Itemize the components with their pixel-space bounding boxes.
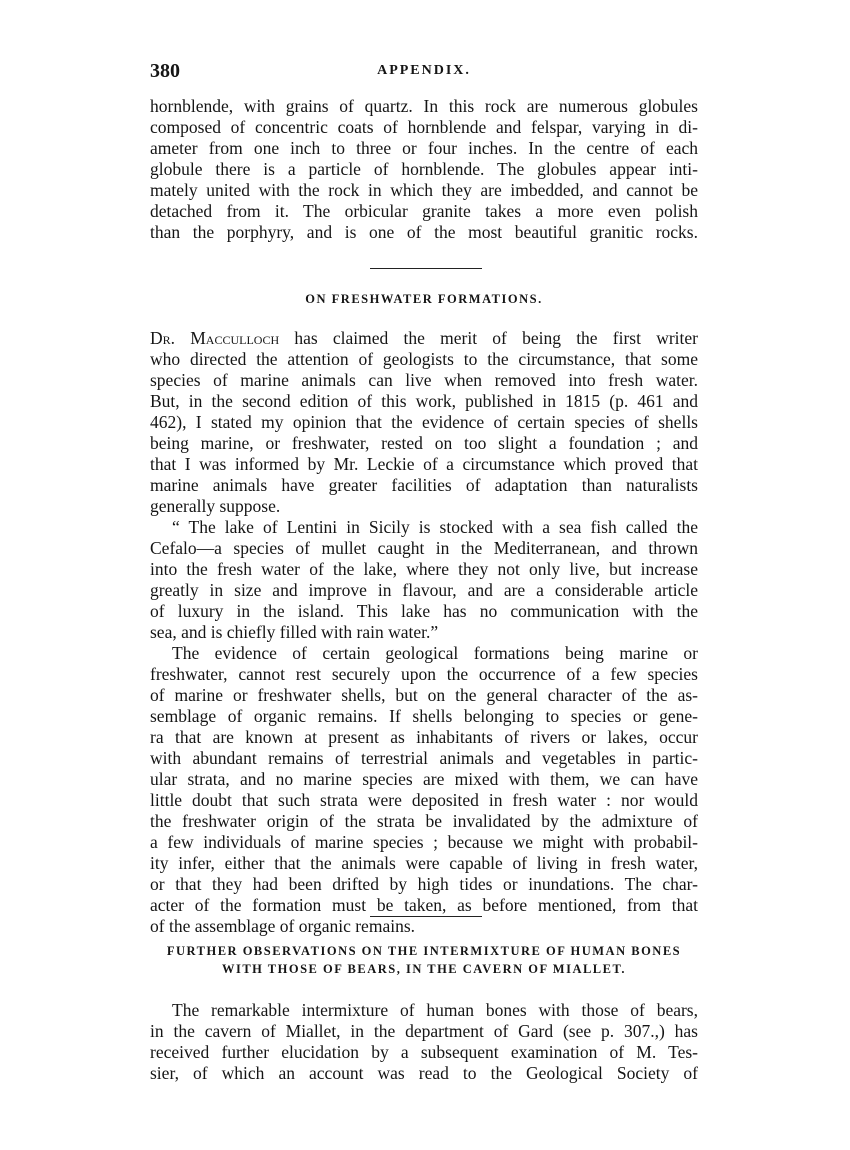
text-line: of luxury in the island. This lake has no communication with the — [150, 601, 698, 621]
text-line: semblage of organic remains. If shells belonging to species or gene- — [150, 706, 698, 726]
text-line: a few individuals of marine species ; because we might with probabil- — [150, 832, 698, 852]
text-line: received further elucidation by a subsequent examination of M. Tes- — [150, 1042, 698, 1062]
text-line: acter of the formation must be taken, as before mentioned, from that — [150, 895, 698, 915]
continuation-paragraph — [150, 96, 698, 243]
section-heading-line: FURTHER OBSERVATIONS ON THE INTERMIXTURE OF HUMAN BONES — [166, 944, 682, 958]
text-line: than the porphyry, and is one of the most beautiful granitic rocks. — [150, 222, 698, 242]
text-line: the freshwater origin of the strata be invalidated by the admixture of — [150, 811, 698, 831]
section-divider — [370, 268, 482, 269]
text-line: into the fresh water of the lake, where they not only live, but increase — [150, 559, 698, 579]
author-name: Dr. Macculloch — [150, 328, 280, 348]
text-line: that I was informed by Mr. Leckie of a circumstance which proved that — [150, 454, 698, 474]
section-divider — [370, 916, 482, 917]
freshwater-section-body — [150, 328, 698, 937]
running-head-title: APPENDIX. — [377, 63, 471, 78]
text-line: species of marine animals can live when removed into fresh water. — [150, 370, 698, 390]
text-line: globule there is a particle of hornblende. The globules appear inti- — [150, 159, 698, 179]
text-line: ular strata, and no marine species are mixed with them, we can have — [150, 769, 698, 789]
text-line: freshwater, cannot rest securely upon the occurrence of a few species — [150, 664, 698, 684]
text-line: The evidence of certain geological formations being marine or — [172, 643, 698, 663]
page-number: 380 — [150, 60, 180, 82]
section-heading-freshwater — [150, 290, 698, 308]
text-line: with abundant remains of terrestrial animals and vegetables in partic- — [150, 748, 698, 768]
text-line: who directed the attention of geologists to the circumstance, that some — [150, 349, 698, 369]
text-line: “ The lake of Lentini in Sicily is stocked with a sea fish called the — [172, 517, 698, 537]
text-line: sea, and is chiefly filled with rain water.” — [150, 622, 439, 642]
text-line: composed of concentric coats of hornblende and felspar, varying in di- — [150, 117, 698, 137]
text-line: ra that are known at present as inhabitants of rivers or lakes, occur — [150, 727, 698, 747]
running-head — [150, 60, 698, 90]
text-line: marine animals have greater facilities of adaptation than naturalists — [150, 475, 698, 495]
text-line: of the assemblage of organic remains. — [150, 916, 416, 936]
text-line: in the cavern of Miallet, in the department of Gard (see p. 307.,) has — [150, 1021, 698, 1041]
text-line: ity infer, either that the animals were capable of living in fresh water, — [150, 853, 698, 873]
text-line — [150, 328, 698, 349]
text-line: hornblende, with grains of quartz. In this rock are numerous globules — [150, 96, 698, 116]
text-line: being marine, or freshwater, rested on too slight a foundation ; and — [150, 433, 698, 453]
text-line-rest: has claimed the merit of being the first writer — [279, 328, 698, 348]
text-line: Cefalo—a species of mullet caught in the Mediterranean, and thrown — [150, 538, 698, 558]
section-heading-bones — [150, 942, 698, 978]
section-heading-line: WITH THOSE OF BEARS, IN THE CAVERN OF MIALLET. — [221, 962, 627, 976]
text-line: 462), I stated my opinion that the evidence of certain species of shells — [150, 412, 698, 432]
section-heading-text: ON FRESHWATER FORMATIONS. — [305, 292, 543, 306]
text-line: of marine or freshwater shells, but on the general character of the as- — [150, 685, 698, 705]
text-line: greatly in size and improve in flavour, and are a considerable article — [150, 580, 698, 600]
text-line: mately united with the rock in which they are imbedded, and cannot be — [150, 180, 698, 200]
text-line: generally suppose. — [150, 496, 281, 516]
text-line: sier, of which an account was read to the Geological Society of — [150, 1063, 698, 1083]
text-line: The remarkable intermixture of human bones with those of bears, — [172, 1000, 698, 1020]
text-line: detached from it. The orbicular granite takes a more even polish — [150, 201, 698, 221]
text-line: or that they had been drifted by high tides or inundations. The char- — [150, 874, 698, 894]
text-line: But, in the second edition of this work, published in 1815 (p. 461 and — [150, 391, 698, 411]
bones-section-body — [150, 1000, 698, 1084]
text-line: ameter from one inch to three or four inches. In the centre of each — [150, 138, 698, 158]
text-line: little doubt that such strata were deposited in fresh water : nor would — [150, 790, 698, 810]
